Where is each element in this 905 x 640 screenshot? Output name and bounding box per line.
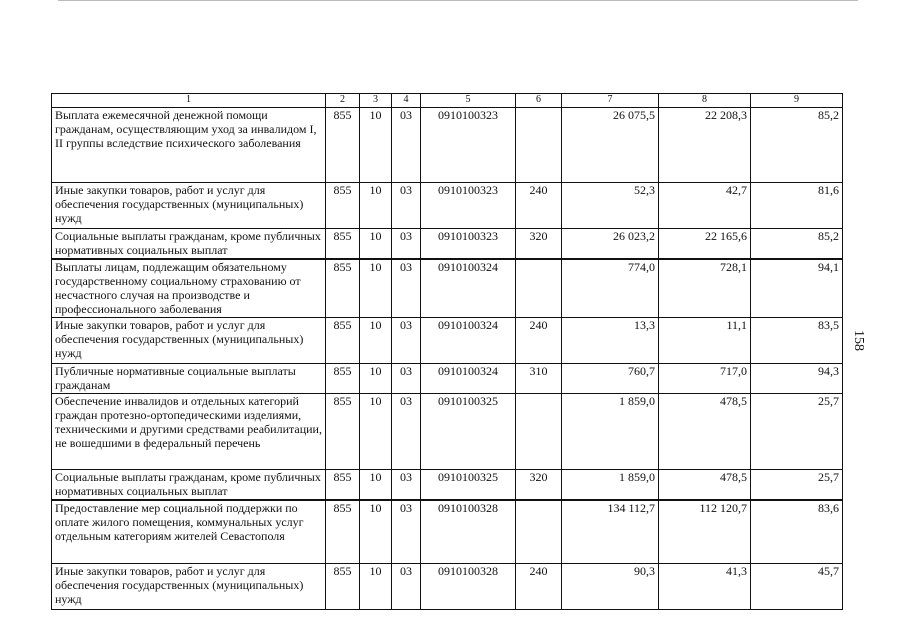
value-col7: 52,3 <box>562 183 659 229</box>
value-col9: 25,7 <box>751 394 843 470</box>
subsection-code: 03 <box>392 108 421 183</box>
subsection-code: 03 <box>392 564 421 610</box>
value-col8: 478,5 <box>659 470 751 500</box>
subsection-code: 03 <box>392 470 421 500</box>
target-code: 0910100324 <box>421 364 516 394</box>
row-name: Социальные выплаты гражданам, кроме публичных нормативных социальных выплат <box>52 470 326 500</box>
target-code: 0910100328 <box>421 500 516 564</box>
column-header: 8 <box>659 94 751 108</box>
column-header: 6 <box>516 94 562 108</box>
value-col9: 85,2 <box>751 108 843 183</box>
row-name: Предоставление мер социальной поддержки по оплате жилого помещения, коммунальных услуг отдельным категориям жителей Севастополя <box>52 500 326 564</box>
value-col8: 717,0 <box>659 364 751 394</box>
row-name: Иные закупки товаров, работ и услуг для обеспечения государственных (муниципальных) нужд <box>52 318 326 364</box>
row-name: Выплаты лицам, подлежащим обязательному государственному социальному страхованию от несчастного случая на производстве и профессионального заболевания <box>52 259 326 318</box>
expense-type-code <box>516 500 562 564</box>
expense-type-code: 240 <box>516 183 562 229</box>
row-name: Обеспечение инвалидов и отдельных категорий граждан протезно-ортопедическими изделиями, техническими и другими средствами реабилитации, не вошедшими в федеральный перечень <box>52 394 326 470</box>
value-col7: 1 859,0 <box>562 470 659 500</box>
admin-code: 855 <box>326 564 360 610</box>
expense-type-code: 240 <box>516 318 562 364</box>
value-col7: 13,3 <box>562 318 659 364</box>
column-header: 5 <box>421 94 516 108</box>
section-code: 10 <box>360 564 392 610</box>
subsection-code: 03 <box>392 394 421 470</box>
target-code: 0910100323 <box>421 108 516 183</box>
value-col9: 81,6 <box>751 183 843 229</box>
table-row <box>52 229 843 259</box>
column-header: 7 <box>562 94 659 108</box>
table-row <box>52 108 843 183</box>
expense-type-code <box>516 394 562 470</box>
value-col7: 134 112,7 <box>562 500 659 564</box>
table-row <box>52 259 843 318</box>
section-code: 10 <box>360 108 392 183</box>
column-header: 9 <box>751 94 843 108</box>
value-col9: 45,7 <box>751 564 843 610</box>
value-col8: 42,7 <box>659 183 751 229</box>
value-col8: 112 120,7 <box>659 500 751 564</box>
subsection-code: 03 <box>392 259 421 318</box>
target-code: 0910100328 <box>421 564 516 610</box>
value-col9: 94,1 <box>751 259 843 318</box>
section-code: 10 <box>360 364 392 394</box>
value-col7: 90,3 <box>562 564 659 610</box>
admin-code: 855 <box>326 394 360 470</box>
column-header: 3 <box>360 94 392 108</box>
subsection-code: 03 <box>392 364 421 394</box>
admin-code: 855 <box>326 183 360 229</box>
value-col8: 22 165,6 <box>659 229 751 259</box>
expense-type-code: 320 <box>516 470 562 500</box>
subsection-code: 03 <box>392 229 421 259</box>
expense-type-code: 320 <box>516 229 562 259</box>
value-col8: 41,3 <box>659 564 751 610</box>
table-row <box>52 183 843 229</box>
value-col8: 728,1 <box>659 259 751 318</box>
value-col9: 25,7 <box>751 470 843 500</box>
target-code: 0910100323 <box>421 183 516 229</box>
admin-code: 855 <box>326 470 360 500</box>
table-row <box>52 564 843 610</box>
value-col9: 94,3 <box>751 364 843 394</box>
target-code: 0910100324 <box>421 259 516 318</box>
admin-code: 855 <box>326 259 360 318</box>
column-header: 4 <box>392 94 421 108</box>
subsection-code: 03 <box>392 500 421 564</box>
value-col9: 85,2 <box>751 229 843 259</box>
section-code: 10 <box>360 183 392 229</box>
row-name: Иные закупки товаров, работ и услуг для обеспечения государственных (муниципальных) нужд <box>52 564 326 610</box>
section-code: 10 <box>360 470 392 500</box>
section-code: 10 <box>360 229 392 259</box>
budget-table <box>51 93 843 610</box>
section-code: 10 <box>360 259 392 318</box>
table-row <box>52 470 843 500</box>
expense-type-code: 240 <box>516 564 562 610</box>
value-col7: 774,0 <box>562 259 659 318</box>
target-code: 0910100324 <box>421 318 516 364</box>
expense-type-code <box>516 259 562 318</box>
target-code: 0910100323 <box>421 229 516 259</box>
row-name: Иные закупки товаров, работ и услуг для обеспечения государственных (муниципальных) нужд <box>52 183 326 229</box>
table-row <box>52 318 843 364</box>
target-code: 0910100325 <box>421 394 516 470</box>
admin-code: 855 <box>326 318 360 364</box>
column-header: 2 <box>326 94 360 108</box>
admin-code: 855 <box>326 108 360 183</box>
admin-code: 855 <box>326 229 360 259</box>
section-code: 10 <box>360 318 392 364</box>
subsection-code: 03 <box>392 183 421 229</box>
section-code: 10 <box>360 500 392 564</box>
value-col7: 26 075,5 <box>562 108 659 183</box>
table-row <box>52 364 843 394</box>
table-row <box>52 394 843 470</box>
section-code: 10 <box>360 394 392 470</box>
value-col7: 760,7 <box>562 364 659 394</box>
value-col7: 1 859,0 <box>562 394 659 470</box>
value-col9: 83,5 <box>751 318 843 364</box>
expense-type-code <box>516 108 562 183</box>
row-name: Публичные нормативные социальные выплаты гражданам <box>52 364 326 394</box>
value-col8: 11,1 <box>659 318 751 364</box>
target-code: 0910100325 <box>421 470 516 500</box>
value-col9: 83,6 <box>751 500 843 564</box>
subsection-code: 03 <box>392 318 421 364</box>
value-col8: 478,5 <box>659 394 751 470</box>
expense-type-code: 310 <box>516 364 562 394</box>
row-name: Социальные выплаты гражданам, кроме публичных нормативных социальных выплат <box>52 229 326 259</box>
value-col8: 22 208,3 <box>659 108 751 183</box>
page-number: 158 <box>851 330 866 351</box>
column-header: 1 <box>52 94 326 108</box>
value-col7: 26 023,2 <box>562 229 659 259</box>
admin-code: 855 <box>326 364 360 394</box>
table-row <box>52 500 843 564</box>
admin-code: 855 <box>326 500 360 564</box>
row-name: Выплата ежемесячной денежной помощи гражданам, осуществляющим уход за инвалидом I, II группы вследствие психического заболевания <box>52 108 326 183</box>
page-top-rule <box>58 0 858 1</box>
column-number-row <box>52 94 843 108</box>
